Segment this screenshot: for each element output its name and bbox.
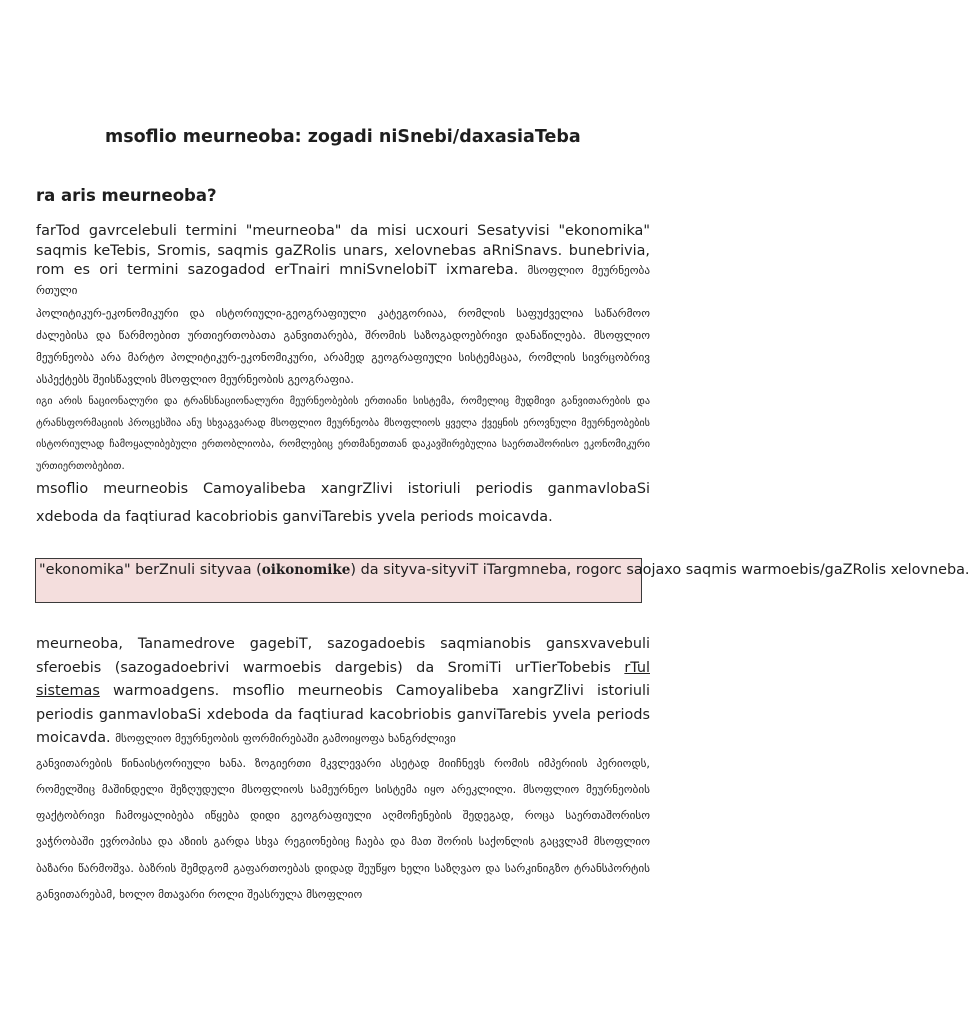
paragraph-intro-georgian-b: იგი არის ნაციონალური და ტრანსნაციონალური მეურნეობების ერთიანი სისტემა, რომელიც მუდმივი განვითარების და ტრანსფორმაციის პროცესშია ანუ სხვაგვარად მსოფლიო მეურნეობა მსოფლიოს ყველა ქვეყნის ეროვნული მეურნეობების ისტორიულად ჩამოყალიბებული ერთობლიობა, რომლებიც ერთმანეთთან დაკავშირებულია საერთაშორისო ეკონომიკური ურთიერთობებით.: [36, 396, 650, 472]
definition-callout: [35, 558, 969, 603]
document-title: msoflio meurneoba: zogadi niSnebi/daxasiaTeba: [105, 127, 581, 147]
callout-text-after: ) da sityva-sityviT iTargmneba, rogorc saojaxo saqmis warmoebis/gaZRolis xelovneba.: [350, 562, 969, 578]
paragraph-modern-georgian-inline: მსოფლიო მეურნეობის ფორმირებაში გამოიყოფა ხანგრძლივი: [115, 732, 456, 745]
paragraph-intro-latin: farTod gavrcelebuli termini "meurneoba" da misi ucxouri Sesatyvisi "ekonomika" saqmis keTebis, Sromis, saqmis gaZRolis unars, xelovnebas aRniSnavs. bunebrivia, rom es ori termini sazogadod erTnairi mniSvnelobiT ixmareba.: [36, 223, 650, 278]
callout-text-before: "ekonomika" berZnuli sityvaa (: [39, 562, 262, 578]
paragraph-intro-georgian-a: პოლიტიკურ-ეკონომიკური და ისტორიული-გეოგრაფიული კატეგორიაა, რომლის საფუძველია საწარმოო ძალებისა და წარმოებით ურთიერთობათა განვითარება, შრომის საზოგადოებრივი დანაწილება. მსოფლიო მეურნეობა არა მარტო პოლიტიკურ-ეკონომიკური, არამედ გეოგრაფიული სისტემაცაა, რომლის სივრცობრივ ასპექტებს შეისწავლის მსოფლიო მეურნეობის გეოგრაფია.: [36, 307, 650, 386]
system-link[interactable]: rTul sistemas: [36, 659, 650, 699]
paragraph-modern-before-link: meurneoba, Tanamedrove gagebiT, sazogadoebis saqmianobis gansxvavebuli sferoebis (sazogadoebrivi warmoebis dargebis) da SromiTi urTierTobebis: [36, 636, 650, 676]
paragraph-formation: msoflio meurneobis Camoyalibeba xangrZlivi istoriuli periodis ganmavlobaSi xdeboda da faqtiurad kacobriobis ganviTarebis yvela periods moicavda.: [36, 481, 650, 525]
paragraph-modern-after-link: warmoadgens. msoflio meurneobis Camoyalibeba xangrZlivi istoriuli periodis ganmavlobaSi xdeboda da faqtiurad kacobriobis ganviTarebis yvela periods moicavda.: [36, 683, 650, 746]
paragraph-intro-georgian-inline: მსოფლიო მეურნეობა რთული: [36, 264, 650, 297]
callout-term: oikonomike: [261, 562, 351, 578]
paragraph-intro: [36, 222, 650, 477]
section-heading: ra aris meurneoba?: [36, 186, 217, 205]
paragraph-modern-georgian: განვითარების წინაისტორიული ხანა. ზოგიერთი მკვლევარი ასეტად მიიჩნევს რომის იმპერიის პერიოდს, რომელშიც მაშინდელი შეზღუდული მსოფლიოს სამეურნეო სისტემა იყო არეკლილი. მსოფლიო მეურნეობის ფაქტობრივი ჩამოყალიბება იწყება დიდი გეოგრაფიული აღმოჩენების შედეგად, როცა საერთაშორისო ვაჭრობაში ევროპისა და აზიის გარდა სხვა რეგიონებიც ჩაება და მათ შორის საქონლის გაცვლამ მსოფლიო ბაზარი წარმოშვა. ბაზრის შემდგომ გაფართოებას დიდად შეუწყო ხელი საზღვაო და სარკინიგზო ტრანსპორტის განვითარებამ, ხოლო მთავარი როლი შეასრულა მსოფლიო: [36, 756, 650, 901]
paragraph-modern: [36, 633, 650, 908]
